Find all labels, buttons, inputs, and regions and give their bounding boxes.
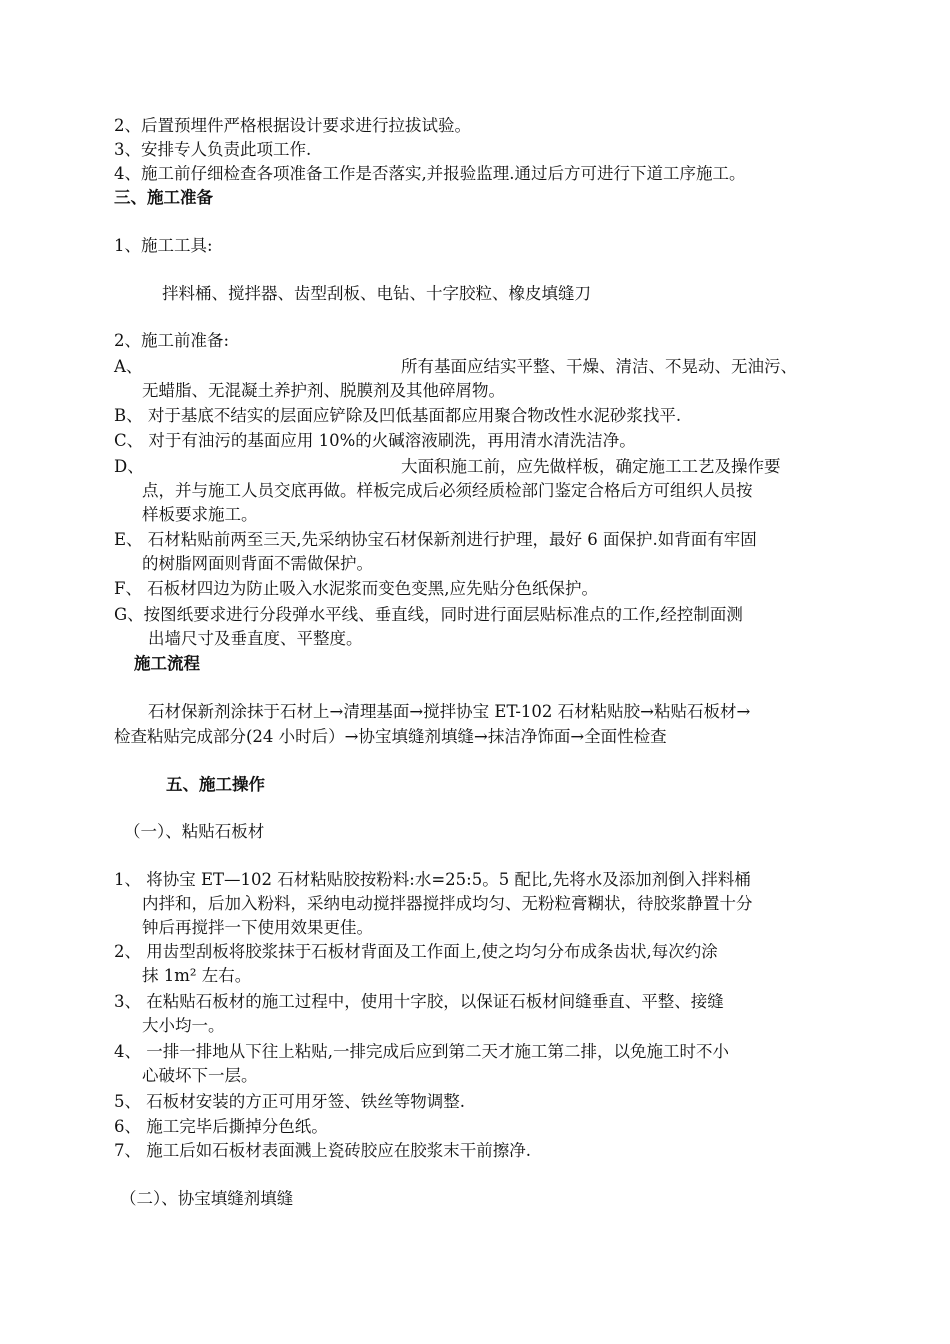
prep-d-line-3: 样板要求施工。 [142,505,258,524]
step-1-line-3: 钟后再搅拌一下使用效果更佳。 [142,918,373,937]
intro-item-2: 2、后置预埋件严格根据设计要求进行拉拔试验。 [114,116,471,135]
step-1-line-1: 1、 将协宝 ET—102 石材粘贴胶按粉料:水=25:5。5 配比,先将水及添加剂倒入拌料桶 [114,870,751,889]
flow-line-1: 石材保新剂涂抹于石材上→清理基面→搅拌协宝 ET-102 石材粘贴胶→粘贴石板材→ [148,702,751,721]
step-2-line-1: 2、 用齿型刮板将胶浆抹于石板材背面及工作面上,使之均匀分布成条齿状,每次约涂 [114,942,718,961]
prep-e-line-2: 的树脂网面则背面不需做保护。 [142,554,373,573]
prep-a-line-2: 无蜡脂、无混凝土养护剂、脱膜剂及其他碎屑物。 [142,381,505,400]
section-3-heading: 三、施工准备 [114,188,213,207]
step-5-line: 5、 石板材安装的方正可用牙签、铁丝等物调整. [114,1092,465,1111]
prep-f-line: F、 石板材四边为防止吸入水泥浆而变色变黑,应先贴分色纸保护。 [114,579,598,598]
prep-d-line-1: 大面积施工前，应先做样板，确定施工工艺及操作要 [401,457,781,476]
step-3-line-2: 大小均一。 [142,1016,225,1035]
tools-list: 拌料桶、搅拌器、齿型刮板、电钻、十字胶粒、橡皮填缝刀 [162,284,591,303]
step-4-line-1: 4、 一排一排地从下往上粘贴,一排完成后应到第二天才施工第二排，以免施工时不小 [114,1042,729,1061]
intro-item-4: 4、施工前仔细检查各项准备工作是否落实,并报验监理.通过后方可进行下道工序施工。 [114,164,746,183]
intro-item-3: 3、安排专人负责此项工作. [114,140,312,159]
step-4-line-2: 心破坏下一层。 [142,1066,258,1085]
step-6-line: 6、 施工完毕后撕掉分色纸。 [114,1117,328,1136]
prep-title: 2、施工前准备: [114,331,230,350]
tools-title: 1、施工工具: [114,236,213,255]
subsection-1-heading: （一）、粘贴石板材 [124,822,265,841]
prep-c-line: C、 对于有油污的基面应用 10%的火碱溶液刷洗，再用清水清洗洁净。 [114,431,636,450]
prep-b-line: B、 对于基底不结实的层面应铲除及凹低基面都应用聚合物改性水泥砂浆找平. [114,406,682,425]
prep-g-line-2: 出墙尺寸及垂直度、平整度。 [148,629,363,648]
subsection-2-heading: （二）、协宝填缝剂填缝 [120,1189,294,1208]
step-2-line-2: 抹 1m² 左右。 [142,966,252,985]
prep-e-line-1: E、 石材粘贴前两至三天,先采纳协宝石材保新剂进行护理，最好 6 面保护.如背面有牢固 [114,530,757,549]
prep-a-label: A、 [114,357,143,376]
step-1-line-2: 内拌和，后加入粉料，采纳电动搅拌器搅拌成均匀、无粉粒膏糊状，待胶浆静置十分 [142,894,753,913]
step-7-line: 7、 施工后如石板材表面溅上瓷砖胶应在胶浆末干前擦净. [114,1141,531,1160]
flow-line-2: 检查粘贴完成部分(24 小时后）→协宝填缝剂填缝→抹洁净饰面→全面性检查 [114,727,667,746]
prep-d-label: D、 [114,457,144,476]
prep-a-line-1: 所有基面应结实平整、干燥、清洁、不晃动、无油污、 [401,357,797,376]
section-5-heading: 五、施工操作 [166,775,265,794]
step-3-line-1: 3、 在粘贴石板材的施工过程中，使用十字胶，以保证石板材间缝垂直、平整、接缝 [114,992,724,1011]
prep-d-line-2: 点，并与施工人员交底再做。样板完成后必须经质检部门鉴定合格后方可组织人员按 [142,481,753,500]
prep-g-line-1: G、按图纸要求进行分段弹水平线、垂直线，同时进行面层贴标准点的工作,经控制面测 [114,605,743,624]
flow-heading: 施工流程 [134,654,200,673]
